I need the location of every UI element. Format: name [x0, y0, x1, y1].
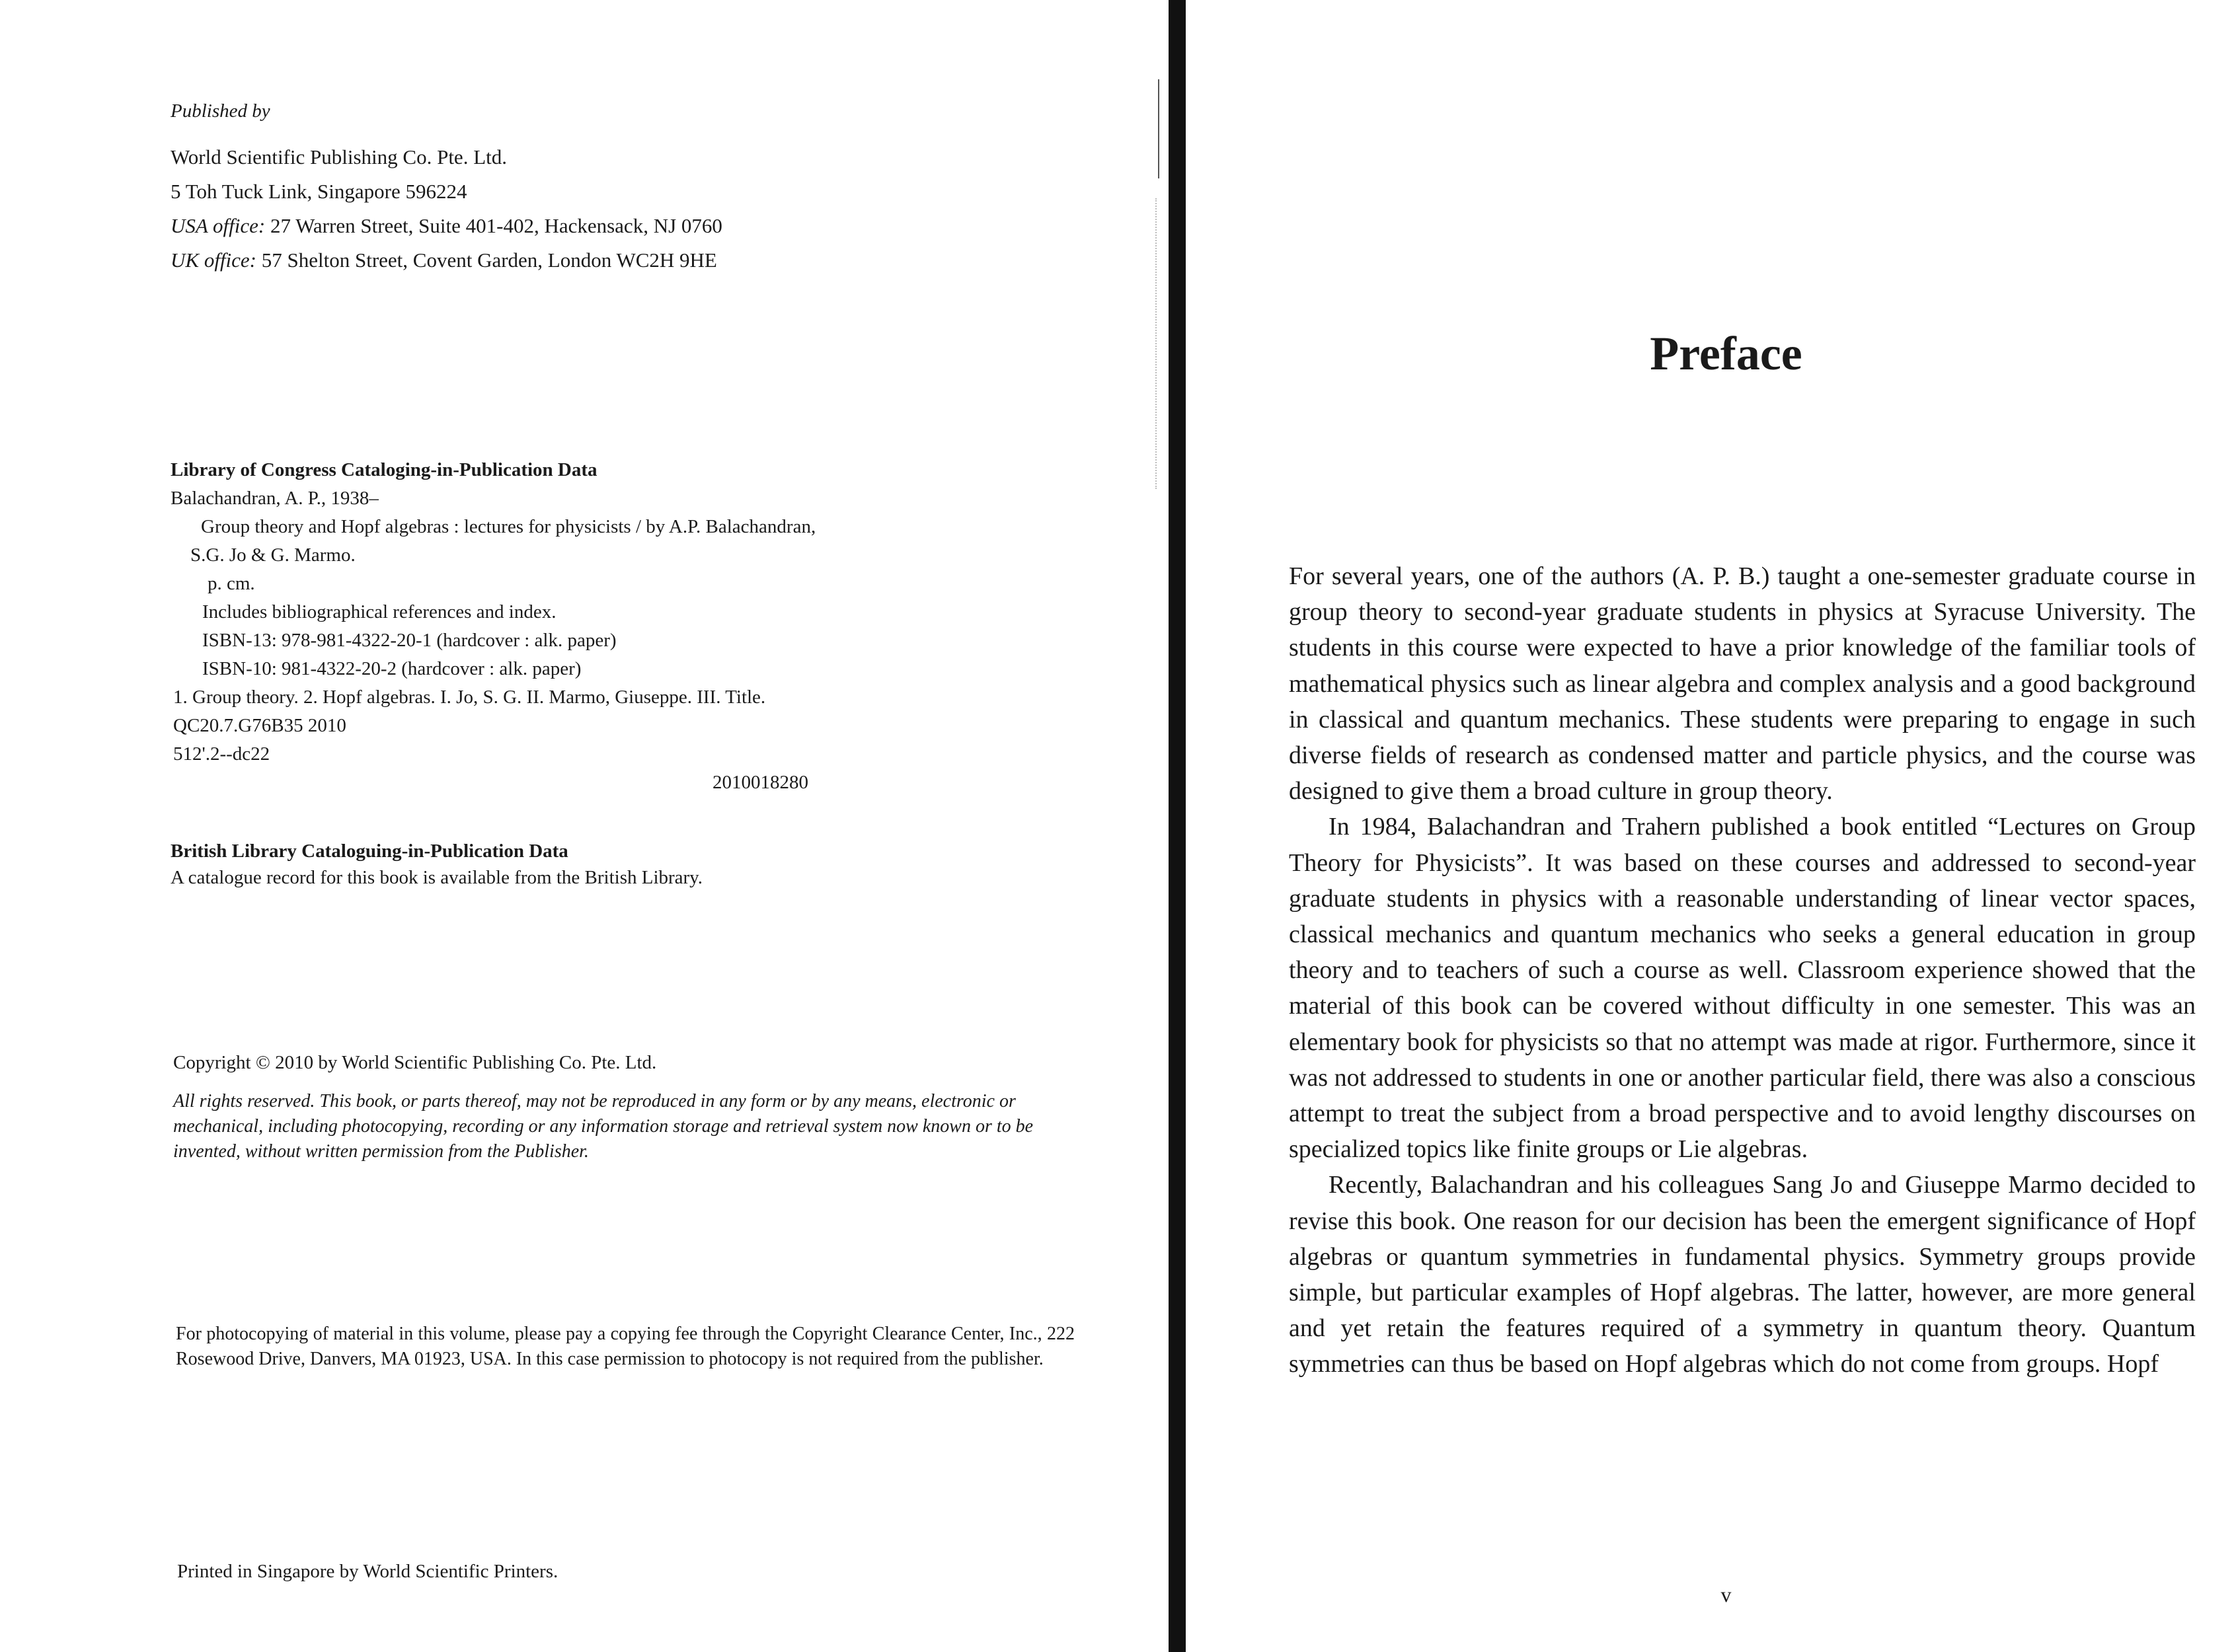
publisher-line: USA office: 27 Warren Street, Suite 401-402, Hackensack, NJ 0760	[171, 214, 722, 237]
lc-title-line: S.G. Jo & G. Marmo.	[190, 544, 356, 566]
lc-dewey: 512'.2--dc22	[173, 743, 270, 765]
bl-heading: British Library Cataloguing-in-Publication Data	[171, 841, 568, 862]
printed-in-notice: Printed in Singapore by World Scientific Printers.	[177, 1561, 559, 1582]
lc-subjects: 1. Group theory. 2. Hopf algebras. I. Jo, S. G. II. Marmo, Giuseppe. III. Title.	[173, 687, 766, 708]
preface-title: Preface	[1650, 327, 1802, 380]
publisher-line: UK office: 57 Shelton Street, Covent Garden, London WC2H 9HE	[171, 248, 717, 272]
page-number: v	[1720, 1583, 1732, 1606]
preface-paragraph: For several years, one of the authors (A. P. B.) taught a one-semester graduate course in group theory to second-year graduate students in physics at Syracuse University. The students in this course were expected to have a prior knowledge of the familiar tools of mathematical physics such as linear algebra and complex analysis and a good background in classical and quantum mechanics. These students were preparing to engage in such diverse fields of research as condensed matter and particle physics, and the course was designed to give them a broad culture in group theory.	[1289, 562, 2196, 806]
preface-body	[1289, 558, 2196, 1382]
preface-paragraph: Recently, Balachandran and his colleagues Sang Jo and Giuseppe Marmo decided to revise this book. One reason for our decision has been the emergent significance of Hopf algebras or quantum symmetries in fundamental physics. Symmetry groups provide simple, but particular examples of Hopf algebras. The latter, however, are more general and yet retain the features required of a symmetry in quantum theory. Quantum symmetries can thus be based on Hopf algebras which do not come from groups. Hopf	[1289, 1171, 2196, 1378]
lc-notes: Includes bibliographical references and index.	[202, 601, 557, 622]
publisher-line: World Scientific Publishing Co. Pte. Ltd.	[171, 145, 507, 169]
lc-author: Balachandran, A. P., 1938–	[171, 488, 379, 509]
publisher-address	[171, 140, 722, 278]
publisher-line: 5 Toh Tuck Link, Singapore 596224	[171, 180, 467, 203]
lc-isbn10: ISBN-10: 981-4322-20-2 (hardcover : alk. paper)	[202, 658, 582, 679]
lc-control-number: 2010018280	[713, 772, 808, 793]
lc-heading: Library of Congress Cataloging-in-Publication Data	[171, 459, 598, 480]
copyright-notice: Copyright © 2010 by World Scientific Publishing Co. Pte. Ltd.	[173, 1052, 657, 1073]
rights-reserved-notice: All rights reserved. This book, or parts thereof, may not be reproduced in any form or by any means, electronic or mechanical, including photocopying, recording or any information storage and retrieval system now known or to be invented, without written permission from the Publisher.	[173, 1091, 1034, 1162]
lc-isbn13: ISBN-13: 978-981-4322-20-1 (hardcover : alk. paper)	[202, 630, 617, 651]
british-library-data	[171, 838, 703, 891]
preface-page	[1183, 0, 2236, 1652]
preface-paragraph: In 1984, Balachandran and Trahern published a book entitled “Lectures on Group Theory for Physicists”. It was based on these courses and addressed to second-year graduate students in physics with a reasonable understanding of linear vector spaces, classical mechanics and quantum mechanics who seeks a general education in group theory and to teachers of such a course as well. Classroom experience showed that the material of this book can be covered without difficulty in one semester. This was an elementary book for physicists so that no attempt was made at rigor. Furthermore, since it was not addressed to students in one or another particular field, there was also a conscious attempt to treat the subject from a broad perspective and to avoid lengthy discourses on specialized topics like finite groups or Lie algebras.	[1289, 813, 2196, 1164]
published-by-label: Published by	[171, 100, 270, 122]
lc-pages: p. cm.	[208, 573, 255, 594]
lc-call-number: QC20.7.G76B35 2010	[173, 715, 346, 736]
bl-text: A catalogue record for this book is available from the British Library.	[171, 867, 703, 888]
photocopy-notice: For photocopying of material in this volume, please pay a copying fee through the Copyright Clearance Center, Inc., 222 Rosewood Drive, Danvers, MA 01923, USA. In this case permission to photocopy is not required from the publisher.	[176, 1324, 1075, 1369]
lc-title-line: Group theory and Hopf algebras : lectures for physicists / by A.P. Balachandran,	[201, 516, 816, 537]
lc-cataloging-data	[171, 456, 816, 797]
